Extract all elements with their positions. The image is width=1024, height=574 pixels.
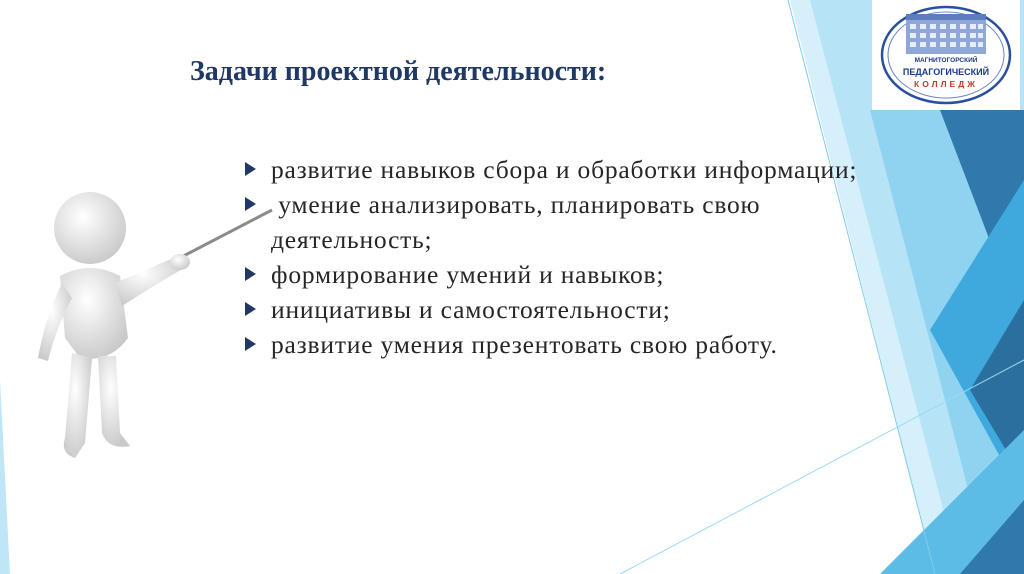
bullet-arrow-icon [245, 302, 256, 316]
bullet-text: умение анализировать, планировать свою деятельность; [271, 190, 768, 254]
logo-line-3: КОЛЛЕДЖ [914, 79, 978, 89]
bullet-arrow-icon [245, 197, 256, 211]
bullet-arrow-icon [245, 267, 256, 281]
logo-line-1: МАГНИТОГОРСКИЙ [914, 57, 978, 64]
list-item [245, 327, 865, 362]
bullet-arrow-icon [245, 162, 256, 176]
bullet-text: формирование умений и навыков; [271, 260, 665, 289]
bullet-list [245, 152, 865, 362]
logo-line-2: ПЕДАГОГИЧЕСКИЙ [902, 67, 990, 77]
bullet-text: развитие навыков сбора и обработки информации; [271, 155, 858, 184]
bullet-arrow-icon [245, 337, 256, 351]
college-logo-icon [872, 0, 1020, 110]
logo-emblem [872, 0, 1020, 110]
slide-title: Задачи проектной деятельности: [190, 56, 607, 87]
list-item [245, 292, 865, 327]
bullet-text: развитие умения презентовать свою работу. [271, 330, 778, 359]
bullet-text: инициативы и самостоятельности; [271, 295, 671, 324]
list-item [245, 152, 865, 187]
pointer-man-icon [20, 188, 280, 468]
list-item [245, 187, 865, 257]
list-item [245, 257, 865, 292]
